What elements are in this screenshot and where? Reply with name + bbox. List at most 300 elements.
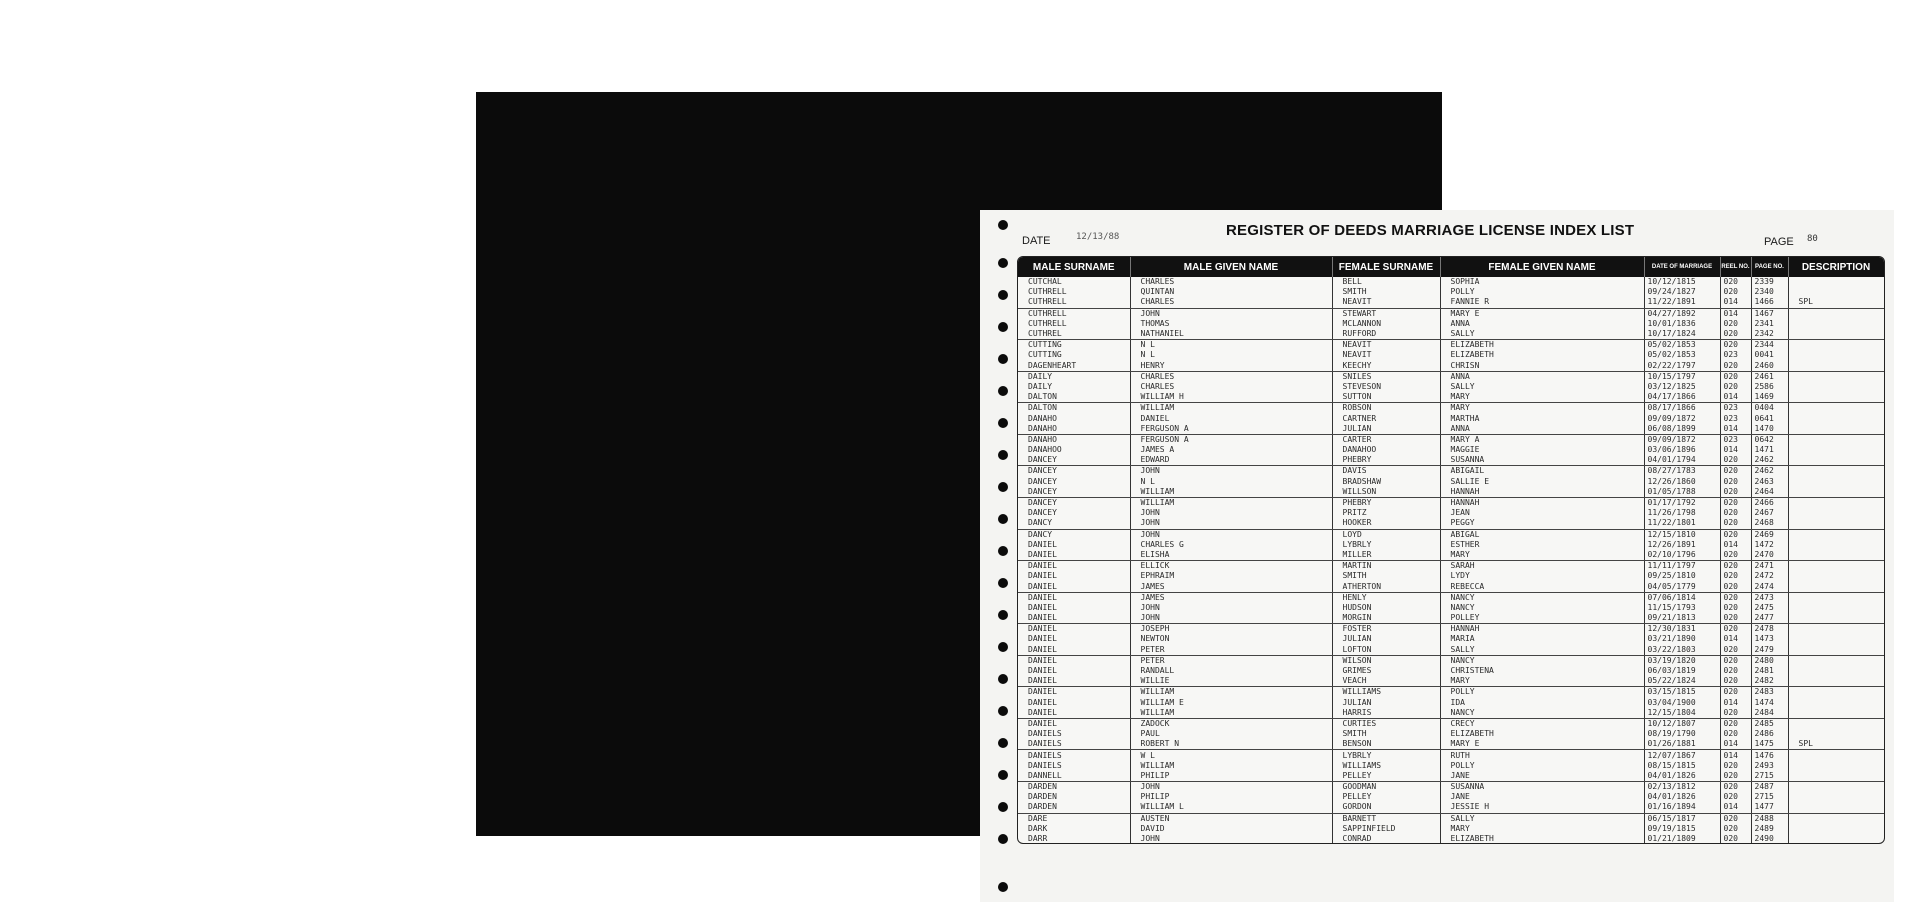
cell-female-surname: JULIAN: [1332, 424, 1440, 435]
cell-female-given-name: ABIGAIL: [1440, 466, 1644, 477]
table-row: [1018, 445, 1884, 455]
cell-female-given-name: CHRISTENA: [1440, 666, 1644, 676]
cell-reel-no: 020: [1720, 497, 1751, 508]
table-row: [1018, 529, 1884, 540]
col-page-no: PAGE NO.: [1751, 257, 1788, 277]
cell-page-no: 1474: [1751, 698, 1788, 708]
cell-marriage-date: 02/22/1797: [1644, 361, 1720, 372]
punch-hole-icon: [998, 578, 1008, 588]
cell-female-surname: LOFTON: [1332, 645, 1440, 656]
cell-male-surname: DALTON: [1018, 392, 1130, 403]
table-row: [1018, 655, 1884, 666]
cell-marriage-date: 04/27/1892: [1644, 308, 1720, 319]
cell-marriage-date: 12/07/1867: [1644, 750, 1720, 761]
cell-description: [1788, 487, 1884, 498]
cell-male-surname: DANIELS: [1018, 750, 1130, 761]
cell-female-surname: CARTNER: [1332, 413, 1440, 423]
cell-male-surname: DANIELS: [1018, 729, 1130, 739]
cell-page-no: 2339: [1751, 277, 1788, 287]
table-row: [1018, 382, 1884, 392]
cell-female-given-name: ESTHER: [1440, 540, 1644, 550]
punch-hole-icon: [998, 642, 1008, 652]
cell-male-surname: DANIEL: [1018, 540, 1130, 550]
cell-description: [1788, 434, 1884, 445]
page-label: PAGE: [1764, 236, 1794, 248]
cell-page-no: 2488: [1751, 813, 1788, 824]
cell-female-given-name: PEGGY: [1440, 518, 1644, 529]
cell-male-given-name: CHARLES: [1130, 382, 1332, 392]
cell-male-surname: CUTHRELL: [1018, 308, 1130, 319]
cell-male-given-name: WILLIAM: [1130, 487, 1332, 498]
cell-reel-no: 020: [1720, 581, 1751, 592]
cell-female-surname: SMITH: [1332, 571, 1440, 581]
cell-male-given-name: JAMES A: [1130, 445, 1332, 455]
table-row: [1018, 687, 1884, 698]
cell-reel-no: 023: [1720, 350, 1751, 360]
cell-female-given-name: NANCY: [1440, 655, 1644, 666]
col-female-surname: FEMALE SURNAME: [1332, 257, 1440, 277]
cell-reel-no: 014: [1720, 297, 1751, 308]
cell-female-surname: NEAVIT: [1332, 340, 1440, 351]
table-row: [1018, 729, 1884, 739]
cell-male-surname: DANCEY: [1018, 508, 1130, 518]
table-row: [1018, 813, 1884, 824]
table-row: [1018, 581, 1884, 592]
cell-female-given-name: MARY: [1440, 550, 1644, 561]
cell-reel-no: 020: [1720, 287, 1751, 297]
cell-reel-no: 014: [1720, 634, 1751, 644]
cell-female-given-name: SALLY: [1440, 329, 1644, 340]
cell-male-given-name: RANDALL: [1130, 666, 1332, 676]
cell-male-given-name: ROBERT N: [1130, 739, 1332, 750]
cell-male-given-name: THOMAS: [1130, 319, 1332, 329]
cell-female-given-name: MARY: [1440, 824, 1644, 834]
cell-marriage-date: 11/11/1797: [1644, 561, 1720, 572]
cell-marriage-date: 09/24/1827: [1644, 287, 1720, 297]
cell-reel-no: 020: [1720, 571, 1751, 581]
cell-marriage-date: 11/26/1798: [1644, 508, 1720, 518]
index-table: [1017, 256, 1885, 844]
cell-marriage-date: 03/06/1896: [1644, 445, 1720, 455]
punch-hole-icon: [998, 514, 1008, 524]
table-row: [1018, 782, 1884, 793]
cell-female-surname: PHEBRY: [1332, 455, 1440, 466]
cell-female-surname: GRIMES: [1332, 666, 1440, 676]
cell-male-surname: CUTTING: [1018, 350, 1130, 360]
punch-hole-icon: [998, 450, 1008, 460]
cell-male-given-name: CHARLES G: [1130, 540, 1332, 550]
cell-marriage-date: 01/26/1881: [1644, 739, 1720, 750]
cell-male-given-name: WILLIAM L: [1130, 802, 1332, 813]
table-row: [1018, 676, 1884, 687]
table-row: [1018, 350, 1884, 360]
cell-male-surname: DARK: [1018, 824, 1130, 834]
cell-female-given-name: ANNA: [1440, 319, 1644, 329]
cell-female-given-name: JEAN: [1440, 508, 1644, 518]
cell-description: [1788, 729, 1884, 739]
cell-male-given-name: WILLIAM: [1130, 687, 1332, 698]
punch-hole-icon: [998, 834, 1008, 844]
cell-reel-no: 020: [1720, 718, 1751, 729]
cell-marriage-date: 03/19/1820: [1644, 655, 1720, 666]
table-row: [1018, 824, 1884, 834]
cell-female-given-name: CHRISN: [1440, 361, 1644, 372]
cell-male-given-name: FERGUSON A: [1130, 424, 1332, 435]
cell-male-surname: DARE: [1018, 813, 1130, 824]
cell-male-given-name: JOHN: [1130, 466, 1332, 477]
cell-description: [1788, 508, 1884, 518]
cell-female-surname: MILLER: [1332, 550, 1440, 561]
cell-male-surname: DARR: [1018, 834, 1130, 844]
cell-marriage-date: 04/01/1826: [1644, 771, 1720, 782]
punch-hole-icon: [998, 322, 1008, 332]
cell-female-given-name: POLLY: [1440, 287, 1644, 297]
cell-male-given-name: JOHN: [1130, 518, 1332, 529]
cell-male-surname: DANIEL: [1018, 676, 1130, 687]
cell-page-no: 2484: [1751, 708, 1788, 719]
cell-female-given-name: MARY: [1440, 403, 1644, 414]
cell-female-surname: GORDON: [1332, 802, 1440, 813]
table-body: [1018, 277, 1884, 844]
cell-male-surname: DANIEL: [1018, 645, 1130, 656]
cell-male-given-name: JOHN: [1130, 613, 1332, 624]
cell-female-surname: HOOKER: [1332, 518, 1440, 529]
cell-female-given-name: IDA: [1440, 698, 1644, 708]
cell-description: [1788, 792, 1884, 802]
cell-page-no: 2586: [1751, 382, 1788, 392]
cell-female-surname: STEVESON: [1332, 382, 1440, 392]
cell-page-no: 0404: [1751, 403, 1788, 414]
cell-female-surname: STEWART: [1332, 308, 1440, 319]
cell-female-given-name: POLLY: [1440, 687, 1644, 698]
cell-male-given-name: JOHN: [1130, 529, 1332, 540]
cell-page-no: 2485: [1751, 718, 1788, 729]
cell-male-surname: DANIEL: [1018, 698, 1130, 708]
cell-page-no: 1467: [1751, 308, 1788, 319]
table-row: [1018, 718, 1884, 729]
cell-marriage-date: 04/01/1826: [1644, 792, 1720, 802]
table-row: [1018, 739, 1884, 750]
punch-hole-icon: [998, 482, 1008, 492]
cell-male-surname: CUTHREL: [1018, 329, 1130, 340]
table-row: [1018, 392, 1884, 403]
table-row: [1018, 792, 1884, 802]
cell-marriage-date: 07/06/1814: [1644, 592, 1720, 603]
table-row: [1018, 708, 1884, 719]
cell-male-given-name: EPHRAIM: [1130, 571, 1332, 581]
punch-hole-icon: [998, 354, 1008, 364]
cell-page-no: 2472: [1751, 571, 1788, 581]
cell-male-surname: DAGENHEART: [1018, 361, 1130, 372]
cell-male-surname: DARDEN: [1018, 782, 1130, 793]
table-row: [1018, 477, 1884, 487]
cell-page-no: 1477: [1751, 802, 1788, 813]
cell-page-no: 2461: [1751, 371, 1788, 382]
table-row: [1018, 329, 1884, 340]
cell-page-no: 0041: [1751, 350, 1788, 360]
cell-marriage-date: 10/15/1797: [1644, 371, 1720, 382]
cell-reel-no: 020: [1720, 655, 1751, 666]
cell-reel-no: 020: [1720, 603, 1751, 613]
cell-description: [1788, 361, 1884, 372]
cell-male-given-name: WILLIAM: [1130, 761, 1332, 771]
table-row: [1018, 466, 1884, 477]
cell-page-no: 2486: [1751, 729, 1788, 739]
cell-male-given-name: AUSTEN: [1130, 813, 1332, 824]
cell-male-given-name: JOHN: [1130, 834, 1332, 844]
punch-hole-icon: [998, 802, 1008, 812]
cell-female-surname: SUTTON: [1332, 392, 1440, 403]
cell-marriage-date: 09/09/1872: [1644, 434, 1720, 445]
cell-marriage-date: 10/12/1815: [1644, 277, 1720, 287]
cell-male-surname: DANIEL: [1018, 624, 1130, 635]
cell-male-given-name: WILLIAM E: [1130, 698, 1332, 708]
cell-description: [1788, 813, 1884, 824]
cell-male-given-name: ELLICK: [1130, 561, 1332, 572]
cell-reel-no: 014: [1720, 750, 1751, 761]
cell-description: [1788, 750, 1884, 761]
cell-female-given-name: NANCY: [1440, 603, 1644, 613]
cell-page-no: 2462: [1751, 466, 1788, 477]
cell-female-surname: PRITZ: [1332, 508, 1440, 518]
table-row: [1018, 592, 1884, 603]
cell-female-surname: BARNETT: [1332, 813, 1440, 824]
cell-marriage-date: 08/17/1866: [1644, 403, 1720, 414]
cell-female-given-name: ANNA: [1440, 371, 1644, 382]
col-reel-no: REEL NO.: [1720, 257, 1751, 277]
cell-reel-no: 020: [1720, 518, 1751, 529]
cell-marriage-date: 09/21/1813: [1644, 613, 1720, 624]
cell-female-surname: WILLSON: [1332, 487, 1440, 498]
cell-female-surname: MCLANNON: [1332, 319, 1440, 329]
cell-reel-no: 020: [1720, 676, 1751, 687]
cell-female-surname: HUDSON: [1332, 603, 1440, 613]
cell-description: [1788, 413, 1884, 423]
cell-reel-no: 023: [1720, 413, 1751, 423]
cell-description: [1788, 613, 1884, 624]
cell-marriage-date: 12/26/1860: [1644, 477, 1720, 487]
cell-description: [1788, 571, 1884, 581]
cell-description: [1788, 350, 1884, 360]
table-header-row: [1018, 257, 1884, 277]
cell-male-given-name: CHARLES: [1130, 371, 1332, 382]
cell-description: [1788, 403, 1884, 414]
cell-male-surname: DANCEY: [1018, 455, 1130, 466]
cell-reel-no: 020: [1720, 550, 1751, 561]
cell-female-surname: MARTIN: [1332, 561, 1440, 572]
cell-reel-no: 020: [1720, 592, 1751, 603]
cell-reel-no: 020: [1720, 277, 1751, 287]
cell-reel-no: 020: [1720, 487, 1751, 498]
cell-marriage-date: 03/21/1890: [1644, 634, 1720, 644]
page-title: REGISTER OF DEEDS MARRIAGE LICENSE INDEX LIST: [1226, 222, 1635, 239]
cell-page-no: 2489: [1751, 824, 1788, 834]
cell-female-given-name: ELIZABETH: [1440, 340, 1644, 351]
cell-female-given-name: MARTHA: [1440, 413, 1644, 423]
cell-marriage-date: 08/19/1790: [1644, 729, 1720, 739]
table-row: [1018, 761, 1884, 771]
cell-female-surname: PELLEY: [1332, 771, 1440, 782]
cell-female-given-name: MARIA: [1440, 634, 1644, 644]
table-row: [1018, 603, 1884, 613]
cell-male-surname: DANAHO: [1018, 434, 1130, 445]
cell-female-given-name: POLLY: [1440, 761, 1644, 771]
cell-marriage-date: 06/08/1899: [1644, 424, 1720, 435]
cell-male-surname: DAILY: [1018, 371, 1130, 382]
cell-male-given-name: JAMES: [1130, 592, 1332, 603]
cell-description: [1788, 477, 1884, 487]
cell-page-no: 2475: [1751, 603, 1788, 613]
cell-marriage-date: 04/05/1779: [1644, 581, 1720, 592]
cell-female-surname: DAVIS: [1332, 466, 1440, 477]
cell-female-given-name: SOPHIA: [1440, 277, 1644, 287]
cell-male-given-name: ELISHA: [1130, 550, 1332, 561]
cell-reel-no: 020: [1720, 771, 1751, 782]
cell-female-given-name: SUSANNA: [1440, 782, 1644, 793]
punch-hole-icon: [998, 258, 1008, 268]
cell-marriage-date: 01/21/1809: [1644, 834, 1720, 844]
cell-reel-no: 020: [1720, 729, 1751, 739]
cell-description: [1788, 319, 1884, 329]
cell-male-given-name: JAMES: [1130, 581, 1332, 592]
table-row: [1018, 540, 1884, 550]
cell-reel-no: 014: [1720, 308, 1751, 319]
table-row: [1018, 308, 1884, 319]
cell-male-given-name: PETER: [1130, 645, 1332, 656]
cell-description: [1788, 340, 1884, 351]
cell-page-no: 2344: [1751, 340, 1788, 351]
cell-page-no: 2471: [1751, 561, 1788, 572]
table-row: [1018, 834, 1884, 844]
cell-reel-no: 014: [1720, 540, 1751, 550]
cell-male-given-name: QUINTAN: [1130, 287, 1332, 297]
punch-hole-icon: [998, 290, 1008, 300]
cell-description: [1788, 455, 1884, 466]
cell-reel-no: 020: [1720, 666, 1751, 676]
cell-description: [1788, 645, 1884, 656]
cell-page-no: 2481: [1751, 666, 1788, 676]
table-row: [1018, 698, 1884, 708]
cell-marriage-date: 11/15/1793: [1644, 603, 1720, 613]
cell-female-surname: WILLIAMS: [1332, 761, 1440, 771]
cell-page-no: 2715: [1751, 771, 1788, 782]
cell-page-no: 1476: [1751, 750, 1788, 761]
paper-sheet: [980, 210, 1894, 902]
cell-female-given-name: JANE: [1440, 792, 1644, 802]
table-row: [1018, 634, 1884, 644]
punch-hole-icon: [998, 674, 1008, 684]
cell-male-given-name: JOHN: [1130, 782, 1332, 793]
cell-marriage-date: 12/15/1804: [1644, 708, 1720, 719]
cell-female-given-name: MARY: [1440, 676, 1644, 687]
table-row: [1018, 455, 1884, 466]
cell-female-given-name: NANCY: [1440, 592, 1644, 603]
col-description: DESCRIPTION: [1788, 257, 1884, 277]
table-row: [1018, 666, 1884, 676]
cell-description: [1788, 466, 1884, 477]
cell-reel-no: 020: [1720, 466, 1751, 477]
cell-female-surname: CONRAD: [1332, 834, 1440, 844]
cell-female-surname: ATHERTON: [1332, 581, 1440, 592]
table-row: [1018, 413, 1884, 423]
cell-female-given-name: HANNAH: [1440, 497, 1644, 508]
cell-male-surname: DANNELL: [1018, 771, 1130, 782]
date-label: DATE: [1022, 235, 1051, 247]
cell-marriage-date: 08/15/1815: [1644, 761, 1720, 771]
cell-female-surname: JULIAN: [1332, 634, 1440, 644]
cell-reel-no: 020: [1720, 687, 1751, 698]
cell-female-surname: SAPPINFIELD: [1332, 824, 1440, 834]
cell-page-no: 2477: [1751, 613, 1788, 624]
cell-description: [1788, 392, 1884, 403]
cell-male-surname: DANAHOO: [1018, 445, 1130, 455]
cell-marriage-date: 04/17/1866: [1644, 392, 1720, 403]
punch-hole-icon: [998, 220, 1008, 230]
cell-female-given-name: MAGGIE: [1440, 445, 1644, 455]
cell-page-no: 2474: [1751, 581, 1788, 592]
cell-male-given-name: JOHN: [1130, 508, 1332, 518]
cell-description: [1788, 687, 1884, 698]
cell-reel-no: 020: [1720, 792, 1751, 802]
cell-female-given-name: RUTH: [1440, 750, 1644, 761]
cell-male-given-name: WILLIAM H: [1130, 392, 1332, 403]
cell-description: [1788, 761, 1884, 771]
cell-reel-no: 014: [1720, 445, 1751, 455]
cell-male-surname: DANCEY: [1018, 487, 1130, 498]
cell-marriage-date: 05/02/1853: [1644, 340, 1720, 351]
cell-page-no: 1471: [1751, 445, 1788, 455]
cell-male-given-name: PAUL: [1130, 729, 1332, 739]
table-row: [1018, 277, 1884, 287]
cell-description: [1788, 676, 1884, 687]
cell-reel-no: 020: [1720, 824, 1751, 834]
cell-female-given-name: MARY: [1440, 392, 1644, 403]
cell-female-surname: GOODMAN: [1332, 782, 1440, 793]
cell-male-surname: DANIEL: [1018, 666, 1130, 676]
cell-marriage-date: 09/19/1815: [1644, 824, 1720, 834]
cell-description: [1788, 424, 1884, 435]
cell-description: [1788, 445, 1884, 455]
cell-reel-no: 020: [1720, 708, 1751, 719]
table-row: [1018, 802, 1884, 813]
cell-page-no: 2341: [1751, 319, 1788, 329]
cell-male-given-name: CHARLES: [1130, 297, 1332, 308]
cell-male-surname: CUTHRELL: [1018, 287, 1130, 297]
table-row: [1018, 424, 1884, 435]
cell-female-given-name: NANCY: [1440, 708, 1644, 719]
table-row: [1018, 403, 1884, 414]
cell-male-surname: DANIEL: [1018, 561, 1130, 572]
cell-reel-no: 020: [1720, 561, 1751, 572]
cell-male-surname: DANIELS: [1018, 761, 1130, 771]
cell-male-given-name: JOHN: [1130, 308, 1332, 319]
cell-page-no: 1466: [1751, 297, 1788, 308]
cell-male-surname: DANAHO: [1018, 424, 1130, 435]
cell-page-no: 2464: [1751, 487, 1788, 498]
cell-female-given-name: SUSANNA: [1440, 455, 1644, 466]
cell-female-given-name: HANNAH: [1440, 624, 1644, 635]
cell-male-given-name: PHILIP: [1130, 792, 1332, 802]
cell-male-surname: DANIEL: [1018, 592, 1130, 603]
cell-page-no: 1473: [1751, 634, 1788, 644]
cell-male-given-name: NATHANIEL: [1130, 329, 1332, 340]
cell-reel-no: 014: [1720, 392, 1751, 403]
cell-page-no: 2468: [1751, 518, 1788, 529]
table-row: [1018, 487, 1884, 498]
cell-reel-no: 020: [1720, 624, 1751, 635]
table-row: [1018, 624, 1884, 635]
page-number: 80: [1807, 234, 1818, 244]
